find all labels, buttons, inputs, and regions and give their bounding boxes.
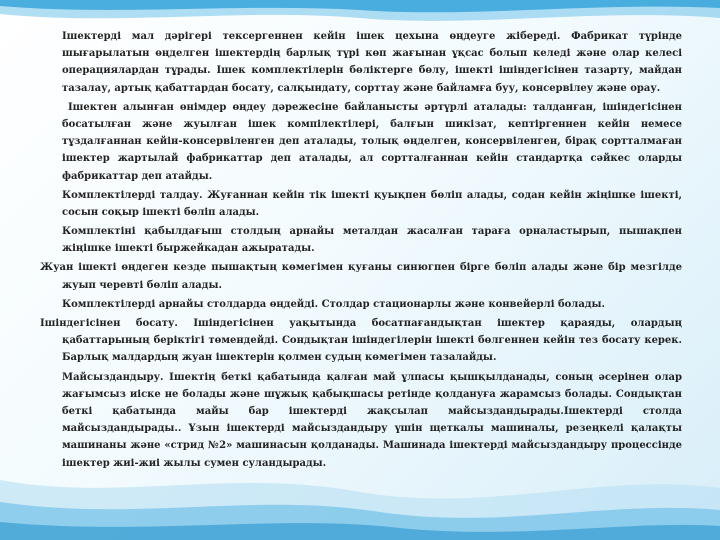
paragraph-intro: Ішектерді мал дәрігері тексергеннен кейін ішек цехына өңдеуге жібереді. Фабрикат түрінде шығарылатын өңделген ішектердің барлық түрі көп жағынан ұқсас болып келеді және олар келесі операциялардан тұрады. Ішек комплектілерін бөліктерге бөлу, ішекті ішіндегісінен тазарту, майдан тазалау, артық қабаттардан босату, салқындату, сорттау және байламға буу, консервілеу және орау.: [62, 31, 682, 94]
document-body: [32, 28, 682, 474]
paragraph-table: Комплектіні қабылдағыш столдың арнайы металдан жасалған тараға орналастырып, пышақпен жіңішке ішекті быржейкадан ажыратады.: [62, 226, 682, 255]
paragraph-degreasing: Майсыздандыру. Ішектің беткі қабатында қалған май ұлпасы қышқылданады, соның әсерінен олар жағымсыз иіске не болады және шұжық қабықшасы ретінде қолдануға жарамсыз болады. Сондықтан беткі қабатында майы бар ішектерді жақсылап майсыздандырады.Ішектерді столда майсыздандырады.. Ұзын ішектерді майсыздандыру үшін щеткалы машиналы, резеңкелі қалақты машинаны және «стрид №2» машинасын қолданады. Машинада ішектерді майсыздандыру процессінде ішектер жиі-жиі жылы сумен суландырады.: [62, 371, 682, 469]
paragraph-emptying: Ішіндегісінен босату. Ішіндегісінен уақытында босатпағандықтан ішектер қараяды, олардың қабаттарының беріктігі төмендейді. Сондықтан ішіндегілерін ішекті бөлгеннен кейін тез босату керек. Барлық малдардың жуан ішектерін қолмен судың көмегімен тазалайды.: [40, 318, 682, 364]
paragraph-thick-intestine: Жуан ішекті өңдеген кезде пышақтың көмегімен қуғаны синюгпен бірге бөліп алады және бір мезгілде жуып черевті бөліп алады.: [40, 262, 682, 291]
paragraph-analysis: Комплектілерді талдау. Жуғаннан кейін тік ішекті қуықпен бөліп алады, содан кейін жіңішке ішекті, сосын соқыр ішекті бөліп алады.: [62, 189, 682, 218]
paragraph-products: Ішектен алынған өнімдер өңдеу дәрежесіне байланысты әртүрлі аталады: талданған, ішіндегісінен босатылған және жуылған ішек компілектілері, балғын шикізат, кептіргеннен кейін немесе тұздалғаннан кейін-консервіленген деп аталады, толық өңделген, консервіленген, бірақ сортталмаған ішектер жартылай фабрикаттар деп аталады, ал сортталғаннан кейін стандартқа сәйкес оларды фабрикаттар деп атайды.: [62, 101, 682, 182]
paragraph-tables: Комплектілерді арнайы столдарда өңдейді. Столдар стационарлы және конвейерлі болады.: [62, 298, 606, 310]
